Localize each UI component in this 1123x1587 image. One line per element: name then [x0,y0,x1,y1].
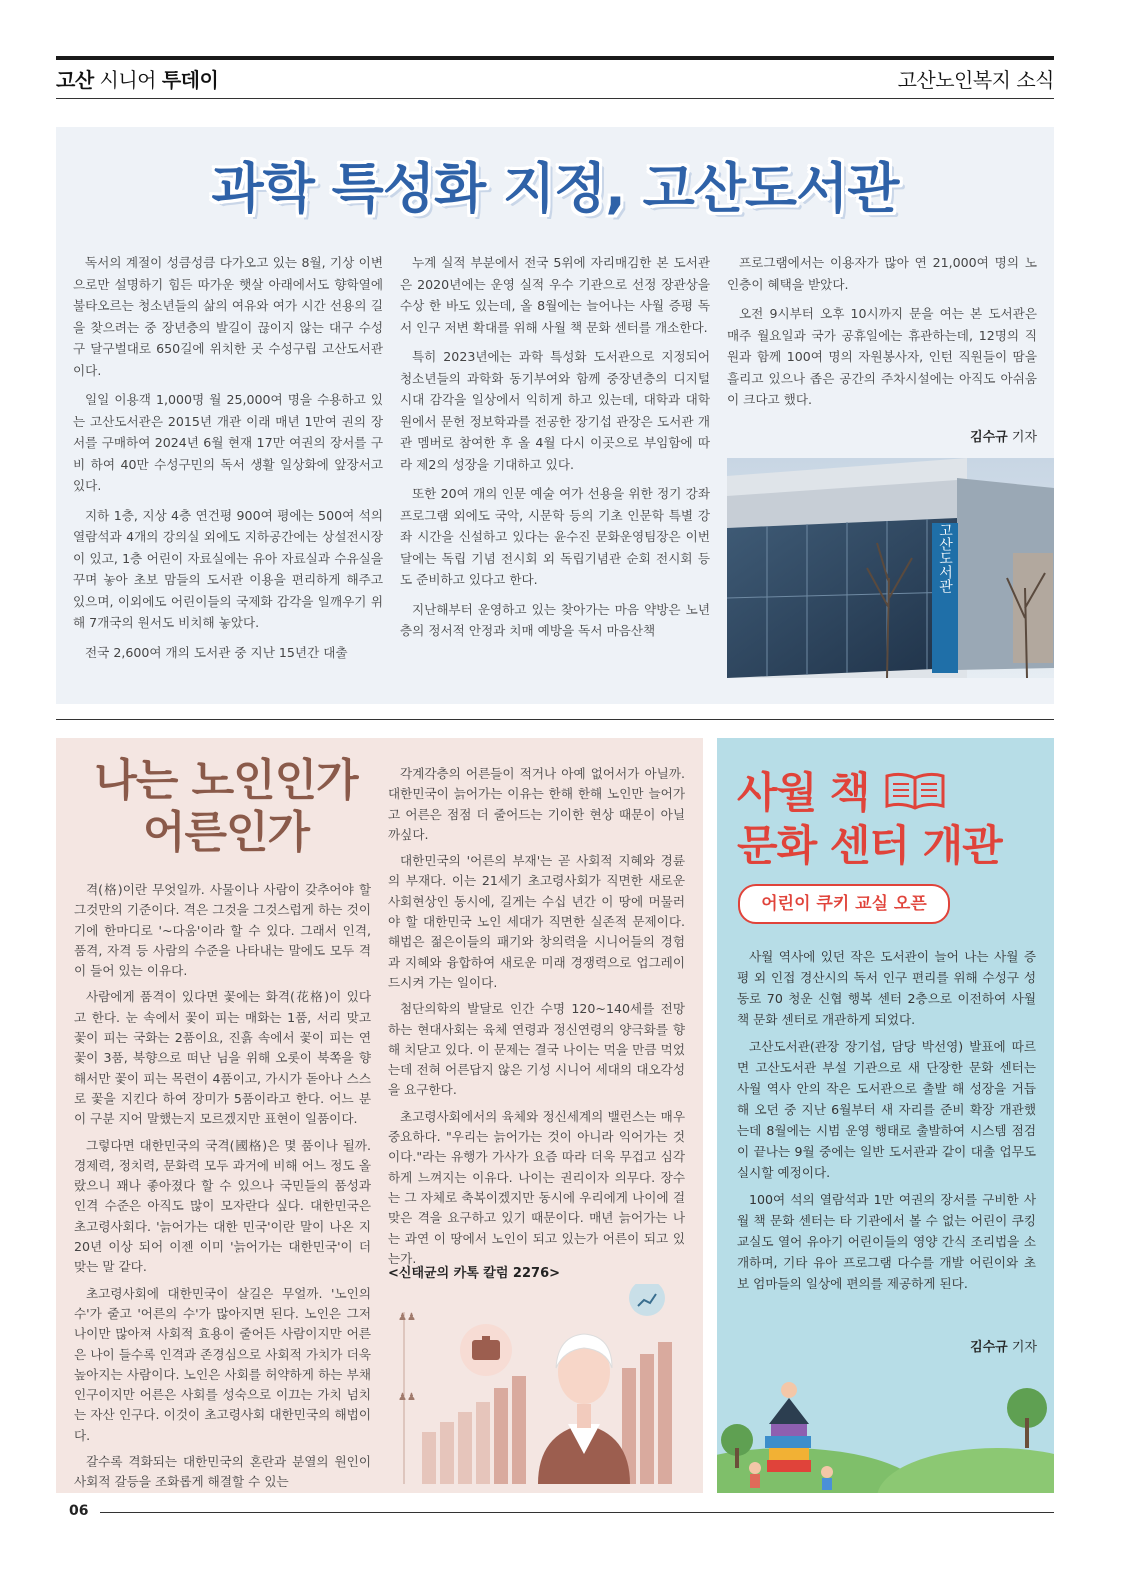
paragraph: 누계 실적 부분에서 전국 5위에 자리매김한 본 도서관은 2020년에는 운영 실적 우수 기관으로 선정 장관상을 수상 한 바도 있는데, 올 8월에는 늘어나는 사월 증평 독서 인구 저변 확대를 위해 사월 책 문화 센터를 개소한다. [400,255,710,335]
paragraph: 사월 역사에 있던 작은 도서관이 늘어 나는 사월 증평 외 인접 경산시의 독서 인구 편리를 위해 수성구 성동로 70 청운 신협 행복 센터 2층으로 이전하여 사월 책 문화 센터로 개관하게 되었다. [737,949,1036,1027]
paragraph: 그렇다면 대한민국의 국격(國格)은 몇 품이나 될까. 경제력, 정치력, 문화력 모두 과거에 비해 어느 정도 올랐으니 꽤나 좋아졌다 할 수 있으나 국민들의 품성과 인격 수준은 아직도 많이 모자란다 싶다. 대한민국은 초고령사회다. '늙어가는 대한 민국'이란 말이 나온 지 20년 이상 되어 이젠 이미 '늙어가는 대한민국'이 더 맞는 말 같다. [74,1137,371,1275]
library-article-byline: 김수규 기자 [970,430,1037,445]
column-right-text [388,764,685,1275]
paragraph: 독서의 계절이 성큼성큼 다가오고 있는 8월, 기상 이변으로만 설명하기 힘든 따가운 햇살 아래에서도 향학열에 불타오르는 청소년들의 삶의 여유와 여가 시간 선용의 길을 찾으려는 중 장년층의 발길이 끊이지 않는 대구 수성구 달구벌대로 650길에 위치한 곳 수성구립 고산도서관이다. [73,255,383,378]
paragraph: 대한민국의 '어른의 부재'는 곧 사회적 지혜와 경륜의 부재다. 이는 21세기 초고령사회가 직면한 새로운 사회현상인 동시에, 길게는 수십 년간 이 땅에 머물러야 할 대한민국 노인 세대가 직면한 실존적 문제이다. 해법은 젊은이들의 패기와 창의력을 시니어들의 경험과 지혜와 융합하여 새로운 미래 경쟁력으로 업그레이드시켜 가는 일이다. [388,853,685,990]
column-left-text [74,880,371,1499]
library-article-column-3 [727,252,1037,419]
side-article-title: 사월 책 문화 센터 개관 [737,768,1002,870]
senior-illustration [388,1284,688,1492]
section-divider [56,719,1054,720]
paragraph: 지난해부터 운영하고 있는 찾아가는 마음 약방은 노년층의 정서적 안정과 치매 예방을 독서 마음산책 [400,601,710,638]
paragraph: 특히 2023년에는 과학 특성화 도서관으로 지정되어 청소년들의 과학화 동기부여와 함께 중장년층의 디지털 시대 감각을 일상에서 익히게 하고 있는데, 대학과 대학원에서 문헌 정보학과를 전공한 장기섭 관장은 도서관 개관 멤버로 참여한 후 올 4월 다시 이곳으로 부임함에 따라 제2의 성장을 기대하고 있다. [400,349,710,472]
kids-reading-illustration [717,1368,1054,1493]
paragraph: 갈수록 격화되는 대한민국의 혼란과 분열의 원인이 사회적 갈등을 조화롭게 해결할 수 있는 [74,1454,371,1490]
paragraph: 각계각층의 어른들이 적거나 아예 없어서가 아닐까. 대한민국이 늙어가는 이유는 한해 한해 노인만 늘어가고 어른은 점점 더 줄어드는 기이한 현상 때문이 아닐까싶다. [388,766,685,842]
footer-rule [100,1512,1054,1513]
paragraph: 또한 20여 개의 인문 예술 여가 선용을 위한 정기 강좌 프로그램 외에도 국악, 시문학 등의 기초 인문학 특별 강좌 시간을 신설하고 있다는 윤수진 문화운영팀장은 이번 달에는 독립 기념 전시회 외 독립기념관 순회 전시회 등도 준비하고 있다고 한다. [400,486,710,587]
section-title: 고산노인복지 소식 [897,68,1054,92]
paragraph: 격(格)이란 무엇일까. 사물이나 사람이 갖추어야 할 그것만의 기준이다. 격은 그것을 그것스럽게 하는 것이기에 한마디로 '~다움'이라 할 수 있다. 그래서 인격, 품격, 자격 등 사람의 수준을 나타내는 말에도 모두 격이 들어 있는 이유다. [74,882,371,979]
masthead: 고산 시니어 투데이 [56,68,219,92]
paragraph: 지하 1층, 지상 4층 연건평 900여 평에는 500여 석의 열람석과 4개의 강의실 외에도 지하공간에는 상설전시장이 있고, 1층 어린이 자료실에는 유아 자료실과 수유실을 꾸며 놓아 초보 맘들의 도서관 이용을 편리하게 해주고 있으며, 이외에도 어린이들의 국제화 감각을 일깨우기 위해 7개국의 원서도 비치해 놓았다. [73,507,383,630]
library-article-column-2 [400,252,710,650]
column-signature: <신태균의 카톡 칼럼 2276> [388,1266,561,1281]
paragraph: 초고령사회에서의 육체와 정신세계의 밸런스는 매우 중요하다. "우리는 늙어가는 것이 아니라 익어가는 것이다."라는 유행가 가사가 요즘 따라 더욱 무겁고 심각하게 느껴지는 이유다. 나이는 권리이자 의무다. 장수는 그 자체로 축복이겠지만 동시에 우리에게 나이에 걸맞은 격을 요구하고 있기 때문이다. 매년 늙어가는 나는 과연 이 땅에서 노인이 되고 있는가 어른이 되고 있는가. [388,1108,685,1266]
column-title: 나는 노인인가 어른인가 [94,755,358,858]
paragraph: 고산도서관(관장 장기섭, 담당 박선영) 발표에 따르면 고산도서관 부설 기관으로 새 단장한 문화 센터는 사월 역사 안의 작은 도서관으로 출발 해 성장을 거듭 해 오던 중 지난 6월부터 새 자리를 준비 확장 개관했는데 8월에는 시범 운영 행태로 출발하여 시스템 점검이 끝나는 9월 중에는 일반 도서관과 같이 대출 업무도 실시할 예정이다. [737,1039,1036,1180]
book-icon [883,770,947,821]
side-article-byline: 김수규 기자 [970,1340,1037,1355]
library-article-column-1 [73,252,383,671]
paragraph: 프로그램에서는 이용자가 많아 연 21,000여 명의 노인층이 혜택을 받았다. [727,255,1037,292]
top-rule [56,56,1054,60]
paragraph: 첨단의학의 발달로 인간 수명 120~140세를 전망하는 현대사회는 육체 연령과 정신연령의 양극화를 향해 치닫고 있다. 이 문제는 결국 나이는 먹을 만큼 먹었는데 전혀 어른답지 않은 기성 시니어 세대의 대오각성을 요구한다. [388,1001,685,1098]
library-article-title: 과학 특성화 지정, 고산도서관 [211,157,899,220]
svg-text:♟♟: ♟♟ [398,1312,416,1323]
paragraph: 오전 9시부터 오후 10시까지 문을 여는 본 도서관은 매주 월요일과 국가 공휴일에는 휴관하는데, 12명의 직원과 함께 100여 명의 자원봉사자, 인턴 직원들이 땀을 흘리고 있으나 좁은 공간의 주차시설에는 아직도 아쉬움이 크다고 했다. [727,306,1037,407]
library-building-photo [727,458,1054,678]
photo-sign-text: 고산도서관 [937,523,953,593]
paragraph: 초고령사회에 대한민국이 살길은 무얼까. '노인의 수'가 줄고 '어른의 수'가 많아지면 된다. 노인은 그저 나이만 많아져 사회적 효용이 줄어든 사람이지만 어른은 나이 들수록 인격과 존경심으로 사회적 가치가 더욱 높아지는 사람이다. 노인은 사회를 허약하게 하는 부채 인구이지만 어른은 사회를 성숙으로 이끄는 가치 넘치는 자산 인구다. 이것이 초고령사회 대한민국의 해법이다. [74,1285,371,1443]
paragraph: 사람에게 품격이 있다면 꽃에는 화격(花格)이 있다고 한다. 눈 속에서 꽃이 피는 매화는 1품, 서리 맞고 꽃이 피는 국화는 2품이요, 진흙 속에서 꽃이 피는 연꽃이 3품, 북향으로 떠난 님을 위해 오롯이 북쪽을 향해서만 꽃이 피는 목련이 4품이고, 가시가 돋아나 스스로 꽃을 지킨다 하여 장미가 5품이라고 한다. 어느 분이 구분 지어 말했는지 모르겠지만 표현이 일품이다. [74,989,371,1127]
side-article-text [737,946,1036,1300]
paragraph: 100여 석의 열람석과 1만 여권의 장서를 구비한 사월 책 문화 센터는 타 기관에서 볼 수 없는 어린이 쿠킹 교실도 열어 유아기 어린이들의 영양 간식 조리법을 소개하며, 기타 유아 프로그램 다수를 개발 어린이와 초보 엄마들의 일상에 편의를 제공하게 된다. [737,1192,1036,1291]
paragraph: 전국 2,600여 개의 도서관 중 지난 15년간 대출 [85,644,348,660]
svg-text:♟♟: ♟♟ [398,1392,416,1403]
page-number: 06 [69,1503,89,1519]
paragraph: 일일 이용객 1,000명 월 25,000여 명을 수용하고 있는 고산도서관은 2015년 개관 이래 매년 1만여 권의 장서를 구매하여 2024년 6월 현재 17만 여권의 장서를 구비 하여 40만 수성구민의 독서 생활 일상화에 앞장서고 있다. [73,392,383,493]
header-rule [56,98,1054,99]
side-article-subtitle: 어린이 쿠키 교실 오픈 [738,884,950,924]
